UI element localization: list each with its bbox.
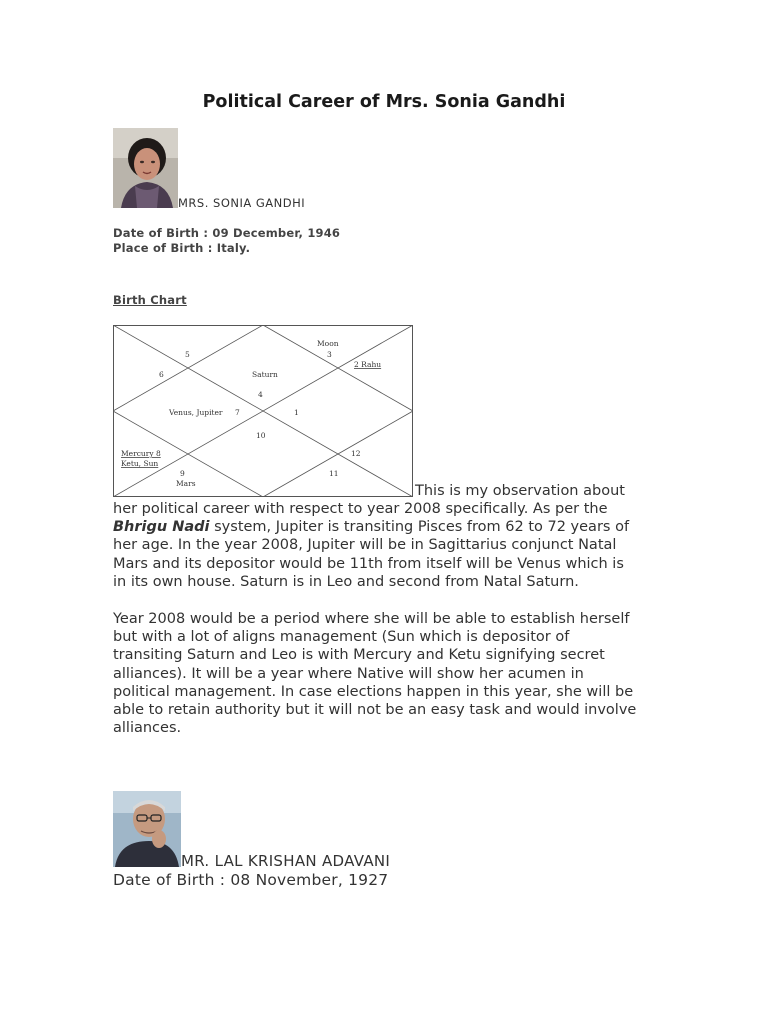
paragraph-1 [113, 500, 658, 591]
paragraph1-line-3 [113, 518, 658, 536]
chart-house-9: 9 [180, 469, 185, 478]
paragraph1-line-5: Mars and its depositor would be 11th from itself will be Venus which is [113, 555, 624, 572]
chart-house-10: 10 [256, 431, 266, 440]
paragraph1-line-3-text: system, Jupiter is transiting Pisces from 62 to 72 years of [214, 519, 630, 536]
paragraph2-line-2: but with a lot of aligns management (Sun which is depositor of [113, 629, 570, 646]
chart-house-12: 12 [351, 449, 361, 458]
chart-house-7: 7 [235, 408, 240, 417]
chart-label-mercury: Mercury 8 [121, 449, 161, 458]
paragraph2-line-6: able to retain authority but it will not be an easy task and would involve [113, 702, 637, 719]
paragraph1-line-2: her political career with respect to year 2008 specifically. As per the [113, 501, 608, 517]
portrait-photo-lal-krishan-advani [113, 791, 181, 867]
chart-house-4: 4 [258, 390, 263, 399]
paragraph1-line-6: in its own house. Saturn is in Leo and second from Natal Saturn. [113, 573, 579, 590]
paragraph1-line-1: This is my observation about [415, 483, 625, 499]
person2-name: MR. LAL KRISHAN ADAVANI [181, 852, 391, 870]
chart-label-ketu-sun: Ketu, Sun [121, 459, 159, 468]
chart-label-venus-jupiter: Venus, Jupiter [169, 408, 223, 417]
bhrigu-nadi-term: Bhrigu Nadi [113, 519, 210, 536]
paragraph2-line-4: alliances). It will be a year where Native will show her acumen in [113, 665, 584, 682]
paragraph2-line-5: political management. In case elections happen in this year, she will be [113, 683, 634, 700]
chart-label-rahu: 2 Rahu [354, 360, 382, 369]
paragraph2-line-7: alliances. [113, 720, 182, 737]
paragraph2-line-3: transiting Saturn and Leo is with Mercury and Ketu signifying secret [113, 647, 605, 664]
chart-house-3: 3 [327, 350, 332, 359]
chart-label-moon: Moon [317, 339, 339, 348]
birth-chart-heading: Birth Chart [113, 293, 187, 307]
paragraph2-line-1: Year 2008 would be a period where she will be able to establish herself [113, 611, 630, 627]
chart-label-mars: Mars [176, 479, 196, 488]
chart-house-11: 11 [329, 469, 339, 478]
person2-date-of-birth: Date of Birth : 08 November, 1927 [113, 871, 389, 889]
birth-chart-diagram [113, 325, 413, 497]
person1-date-of-birth: Date of Birth : 09 December, 1946 [113, 226, 341, 240]
person1-name: MRS. SONIA GANDHI [178, 196, 306, 210]
chart-house-1: 1 [294, 408, 299, 417]
paragraph-2 [113, 610, 658, 737]
chart-house-6: 6 [159, 370, 164, 379]
person1-place-of-birth: Place of Birth : Italy. [113, 241, 251, 255]
paragraph1-line-4: her age. In the year 2008, Jupiter will be in Sagittarius conjunct Natal [113, 537, 617, 554]
portrait-photo-sonia-gandhi [113, 128, 178, 208]
chart-house-5: 5 [185, 350, 190, 359]
page-title: Political Career of Mrs. Sonia Gandhi [202, 92, 566, 112]
chart-label-saturn: Saturn [252, 370, 278, 379]
